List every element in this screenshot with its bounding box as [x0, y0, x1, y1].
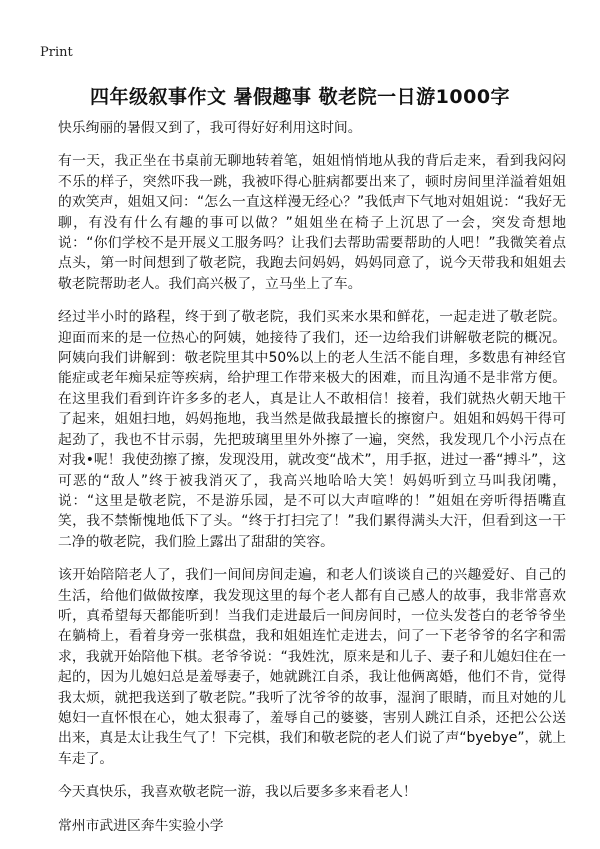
paragraph-cleaning: 经过半小时的路程，终于到了敬老院，我们买来水果和鲜花，一起走进了敬老院。迎面而来的是一位热心的阿姨，她接待了我们，还一边给我们讲解敬老院的概况。阿姨向我们讲解到：敬老院里其中50%以上的老人生活不能自理，多数患有神经官能症或老年痴呆症等疾病，给护理工作带来极大的困难，而且沟通不是非常方便。在这里我们看到许许多多的老人，真是让人不敢相信！接着，我们就热火朝天地干了起来，姐姐扫地，妈妈拖地，我当然是做我最擅长的擦窗户。姐姐和妈妈干得可起劲了，我也不甘示弱，先把玻璃里里外外擦了一遍，突然，我发现几个小污点在对我•呢！我使劲擦了擦，发现没用，就改变“战术”，用手抠，进过一番“搏斗”，这可恶的“敌人”终于被我消灭了，我高兴地哈哈大笑！妈妈听到立马叫我闭嘴，说：“这里是敬老院，不是游乐园，是不可以大声喧哗的！”姐姐在旁听得捂嘴直笑，我不禁惭愧地低下了头。“终于打扫完了！”我们累得满头大汗，但看到这一干二净的敬老院，我们脸上露出了甜甜的笑容。: [58, 309, 566, 550]
article-body: [58, 118, 566, 849]
school-name: 常州市武进区奔牛实验小学: [58, 817, 224, 834]
paragraph-boredom: 有一天，我正坐在书桌前无聊地转着笔，姐姐悄悄地从我的背后走来，看到我闷闷不乐的样子，突然吓我一跳，我被吓得心脏病都要出来了，顿时房间里洋溢着姐姐的欢笑声，姐姐又问：“怎么一直这样漫无经心？”我低声下气地对姐姐说：“我好无聊，有没有什么有趣的事可以做？”姐姐坐在椅子上沉思了一会，突发奇想地说：“你们学校不是开展义工服务吗？让我们去帮助需要帮助的人吧！”我微笑着点点头，第一时间想到了敬老院，我跑去问妈妈，妈妈同意了，说今天带我和姐姐去敬老院帮助老人。我们高兴极了，立马坐上了车。: [58, 153, 566, 292]
paragraph-conclusion: 今天真快乐，我喜欢敬老院一游，我以后要多多来看老人！: [58, 784, 417, 801]
page-title: 四年级叙事作文 暑假趣事 敬老院一日游1000字: [89, 86, 511, 108]
paragraph-elderly: 该开始陪陪老人了，我们一间间房间走遍，和老人们谈谈自己的兴趣爱好、自己的生活，给他们做做按摩，我发现这里的每个老人都有自己感人的故事，我非常喜欢听，真希望每天都能听到！当我们走进最后一间房间时，一位头发苍白的老爷爷坐在躺椅上，看着身旁一张棋盘，我和姐姐连忙走进去，问了一下老爷爷的名字和需求，我就开始陪他下棋。老爷爷说：“我姓沈，原来是和儿子、妻子和儿媳妇住在一起的，因为儿媳妇总是羞辱妻子，她就跳江自杀，我让他俩离婚，他们不肯，觉得我太烦，就把我送到了敬老院。”我听了沈爷爷的故事，湿润了眼睛，而且对她的儿媳妇一直怀恨在心，她太狠毒了，羞辱自己的婆婆，害别人跳江自杀，还把公公送出来，真是太让我生气了！下完棋，我们和敬老院的老人们说了声“byebye”，就上车走了。: [58, 567, 566, 767]
print-link[interactable]: Print: [40, 45, 73, 60]
paragraph-intro: 快乐绚丽的暑假又到了，我可得好好利用这时间。: [58, 120, 362, 136]
